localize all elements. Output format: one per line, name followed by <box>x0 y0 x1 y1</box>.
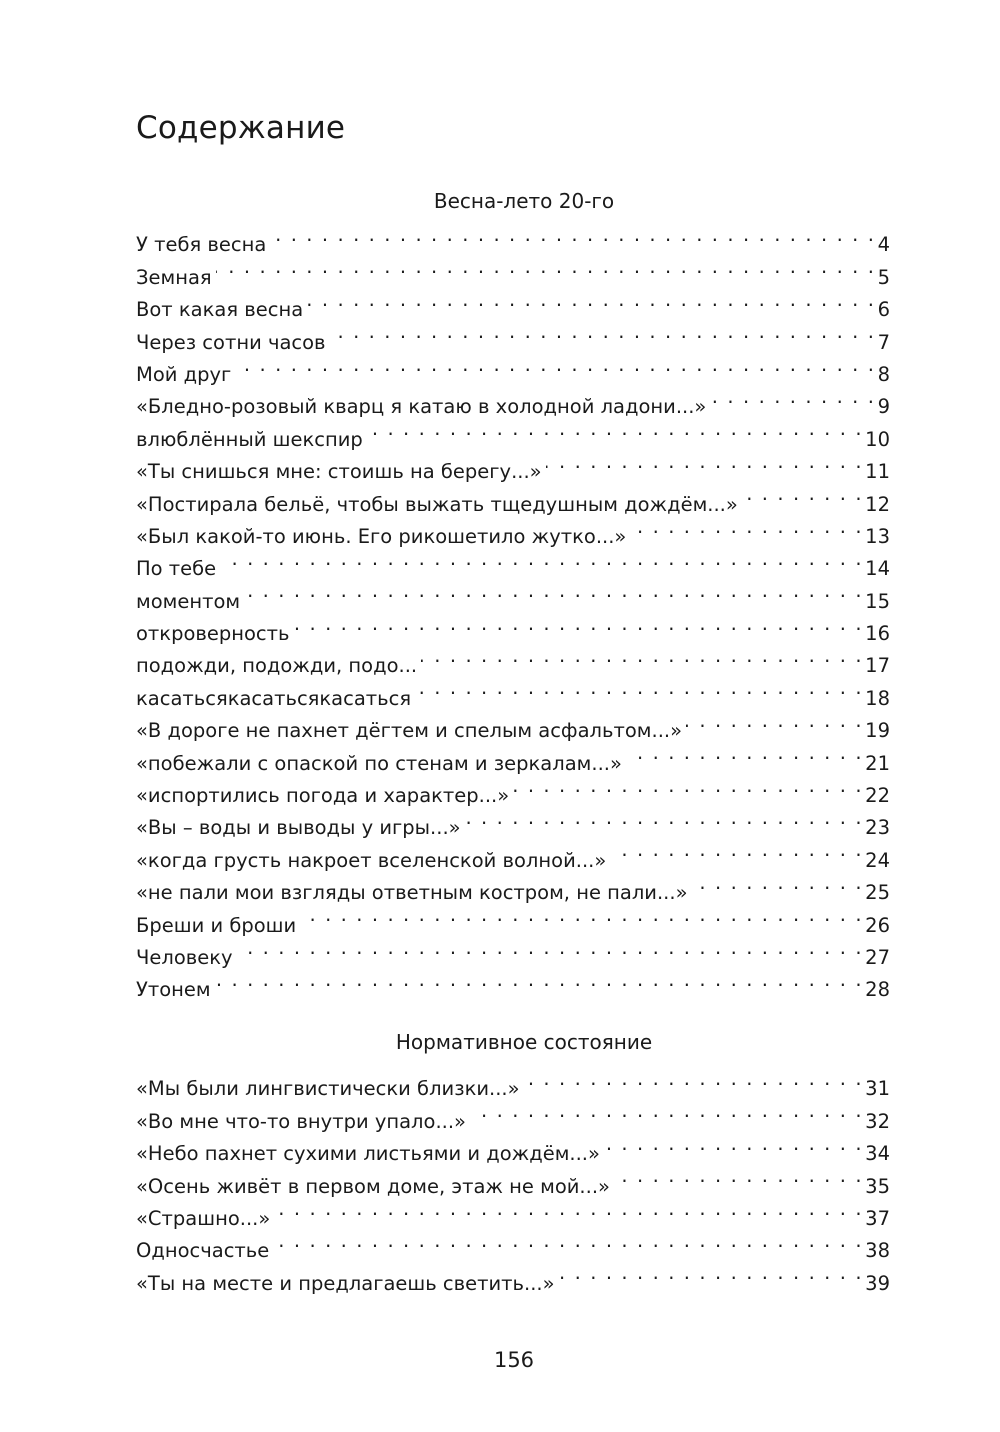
entry-title: «Вы – воды и выводы у игры...» <box>136 816 461 840</box>
entry-title: влюблённый шекспир <box>136 427 363 451</box>
dot-leader <box>624 737 863 769</box>
dot-leader <box>740 478 863 510</box>
toc-list <box>136 219 890 1002</box>
entry-page-number: 14 <box>865 557 890 581</box>
entry-title: По тебе <box>136 557 217 581</box>
entry-title: «Страшно...» <box>136 1206 271 1230</box>
entry-title: «побежали с опаской по стенам и зеркалам...» <box>136 751 622 775</box>
section-heading: Нормативное состояние <box>395 1030 653 1054</box>
dot-leader <box>557 1257 864 1289</box>
entry-page-number: 28 <box>865 978 890 1002</box>
dot-leader <box>298 899 863 931</box>
entry-page-number: 39 <box>865 1271 890 1295</box>
dot-leader <box>628 511 863 543</box>
dot-leader <box>213 964 864 996</box>
dot-leader <box>690 867 864 899</box>
entry-title: «когда грусть накроет вселенской волной...» <box>136 848 607 872</box>
dot-leader <box>233 349 875 381</box>
entry-page-number: 38 <box>865 1239 890 1263</box>
entry-title: Через сотни часов <box>136 330 326 354</box>
toc-entry <box>136 575 890 613</box>
entry-title: «Ты на месте и предлагаешь светить...» <box>136 1271 555 1295</box>
entry-title: У тебя весна <box>136 233 267 257</box>
dot-leader <box>708 381 875 413</box>
toc-entry <box>136 284 890 322</box>
dot-leader <box>268 219 875 251</box>
dot-leader <box>419 640 863 672</box>
dot-leader <box>463 802 864 834</box>
entry-title: «В дороге не пахнет дёгтем и спелым асфальтом...» <box>136 719 683 743</box>
entry-page-number: 16 <box>865 622 890 646</box>
toc-entry <box>136 543 890 581</box>
dot-leader <box>602 1128 863 1160</box>
dot-leader <box>511 770 863 802</box>
dot-leader <box>684 705 863 737</box>
entry-page-number: 7 <box>877 330 890 354</box>
entry-title: моментом <box>136 589 241 613</box>
section-heading: Весна-лето 20-го <box>433 189 615 213</box>
entry-page-number: 4 <box>877 233 890 257</box>
page-number: 156 <box>493 1348 535 1372</box>
toc-entry <box>136 381 890 419</box>
entry-title: «Небо пахнет сухими листьями и дождём...» <box>136 1142 600 1166</box>
entry-page-number: 10 <box>865 427 890 451</box>
entry-page-number: 25 <box>865 881 890 905</box>
dot-leader <box>365 413 863 445</box>
entry-title: «Ты снишься мне: стоишь на берегу...» <box>136 460 542 484</box>
entry-page-number: 27 <box>865 945 890 969</box>
entry-title: «Постирала бельё, чтобы выжать тщедушным дождём...» <box>136 492 738 516</box>
entry-page-number: 34 <box>865 1142 890 1166</box>
entry-title: Мой друг <box>136 362 232 386</box>
toc-entry <box>136 608 890 646</box>
dot-leader <box>612 1160 863 1192</box>
toc-entry <box>136 1063 890 1101</box>
entry-page-number: 13 <box>865 524 890 548</box>
entry-page-number: 11 <box>865 460 890 484</box>
entry-title: подожди, подожди, подо... <box>136 654 418 678</box>
entry-title: «Осень живёт в первом доме, этаж не мой...» <box>136 1174 610 1198</box>
dot-leader <box>544 446 864 478</box>
toc-section <box>136 1027 890 1295</box>
toc-section <box>136 186 890 1002</box>
dot-leader <box>235 932 864 964</box>
entry-title: Бреши и броши <box>136 913 297 937</box>
entry-page-number: 35 <box>865 1174 890 1198</box>
entry-page-number: 17 <box>865 654 890 678</box>
entry-title: «не пали мои взгляды ответным костром, не пали...» <box>136 881 688 905</box>
entry-page-number: 18 <box>865 686 890 710</box>
entry-title: «Мы были лингвистически близки...» <box>136 1077 520 1101</box>
entry-title: Вот какая весна <box>136 298 304 322</box>
dot-leader <box>218 543 863 575</box>
dot-leader <box>328 316 876 348</box>
toc-list <box>136 1063 890 1295</box>
dot-leader <box>305 284 875 316</box>
entry-title: Односчастье <box>136 1239 270 1263</box>
entry-page-number: 6 <box>877 298 890 322</box>
dot-leader <box>522 1063 864 1095</box>
toc-entry <box>136 932 890 969</box>
entry-page-number: 31 <box>865 1077 890 1101</box>
dot-leader <box>413 672 863 704</box>
entry-page-number: 22 <box>865 784 890 808</box>
entry-title: «Бледно-розовый кварц я катаю в холодной ладони...» <box>136 395 707 419</box>
dot-leader <box>242 575 863 607</box>
entry-page-number: 8 <box>877 362 890 386</box>
page-title: Содержание <box>136 110 346 146</box>
dot-leader <box>292 608 864 640</box>
dot-leader <box>271 1225 863 1257</box>
entry-page-number: 32 <box>865 1109 890 1133</box>
entry-page-number: 5 <box>877 265 890 289</box>
entry-page-number: 9 <box>877 395 890 419</box>
entry-page-number: 26 <box>865 913 890 937</box>
toc-entry <box>136 349 890 386</box>
entry-title: касатьсякасатьсякасаться <box>136 686 412 710</box>
toc-entry <box>136 964 890 1002</box>
toc-entry <box>136 251 890 289</box>
dot-leader <box>214 251 876 283</box>
entry-page-number: 23 <box>865 816 890 840</box>
entry-page-number: 37 <box>865 1206 890 1230</box>
entry-title: «испортились погода и характер...» <box>136 784 510 808</box>
dot-leader <box>468 1095 863 1127</box>
entry-page-number: 21 <box>865 751 890 775</box>
toc-entry <box>136 219 890 257</box>
entry-page-number: 24 <box>865 848 890 872</box>
entry-title: откроверность <box>136 622 290 646</box>
entry-title: «Во мне что-то внутри упало...» <box>136 1109 466 1133</box>
entry-title: Человеку <box>136 945 233 969</box>
entry-page-number: 15 <box>865 589 890 613</box>
dot-leader <box>272 1193 863 1225</box>
entry-page-number: 12 <box>865 492 890 516</box>
entry-page-number: 19 <box>865 719 890 743</box>
entry-title: «Был какой-то июнь. Его рикошетило жутко...» <box>136 524 627 548</box>
entry-title: Утонем <box>136 978 211 1002</box>
dot-leader <box>608 834 863 866</box>
entry-title: Земная <box>136 265 212 289</box>
